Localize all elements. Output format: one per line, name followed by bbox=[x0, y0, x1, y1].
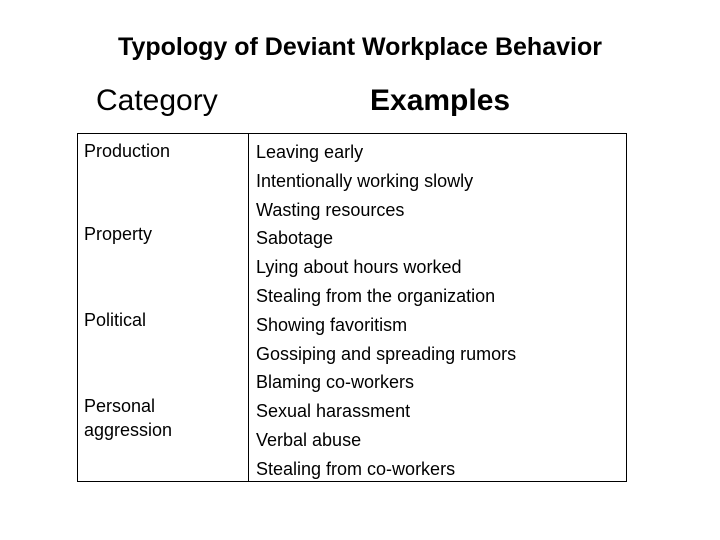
category-production: Production bbox=[84, 141, 171, 161]
slide-title: Typology of Deviant Workplace Behavior bbox=[118, 33, 602, 61]
examples-header: Examples bbox=[370, 84, 511, 117]
category-header: Category bbox=[96, 84, 218, 117]
example-item: Verbal abuse bbox=[256, 429, 362, 450]
example-item: Sexual harassment bbox=[256, 401, 411, 422]
example-item: Stealing from co-workers bbox=[256, 458, 456, 479]
example-item: Gossiping and spreading rumors bbox=[256, 343, 517, 364]
example-item: Stealing from the organization bbox=[256, 285, 496, 306]
example-item: Leaving early bbox=[256, 142, 364, 162]
category-column bbox=[78, 134, 248, 481]
example-item: Lying about hours worked bbox=[256, 257, 462, 278]
column-divider bbox=[248, 134, 249, 481]
example-item: Intentionally working slowly bbox=[256, 170, 474, 191]
category-property: Property bbox=[84, 224, 153, 244]
example-item: Sabotage bbox=[256, 228, 334, 249]
category-personal-aggression: Personal aggression bbox=[84, 396, 173, 440]
example-item: Showing favoritism bbox=[256, 314, 408, 335]
example-item: Blaming co-workers bbox=[256, 372, 415, 393]
typology-table bbox=[77, 133, 627, 482]
examples-list bbox=[256, 138, 516, 484]
category-political: Political bbox=[84, 310, 147, 330]
example-item: Wasting resources bbox=[256, 199, 405, 220]
